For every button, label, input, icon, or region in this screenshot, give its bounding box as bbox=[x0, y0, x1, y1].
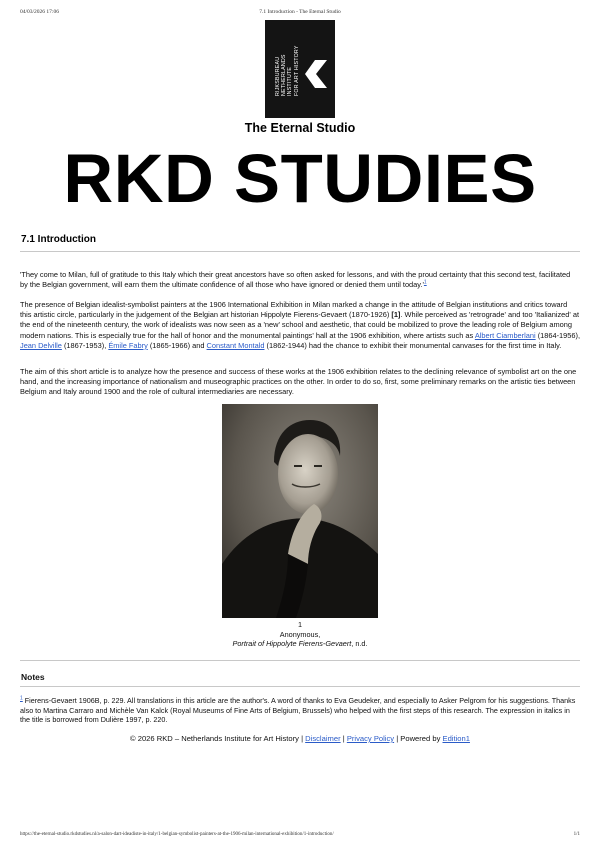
figure-caption bbox=[0, 620, 600, 649]
print-url: https://the-eternal-studio.rkdstudies.nl/a-salon-dart-ideadiste-in-italy/1-belgian-symbolist-painters-at-the-1906-milan-international-exhibition/1-introduction/ bbox=[20, 832, 334, 837]
rkd-logo[interactable] bbox=[265, 20, 335, 118]
artist-link-fabry[interactable]: Émile Fabry bbox=[108, 340, 148, 350]
divider bbox=[20, 660, 580, 661]
page-title: 7.1 Introduction bbox=[21, 234, 96, 245]
portrait-photo bbox=[222, 404, 378, 618]
figure-author: Anonymous, bbox=[279, 629, 321, 639]
print-title: 7.1 Introduction - The Eternal Studio bbox=[259, 9, 341, 15]
artist-link-ciamberlani[interactable]: Albert Ciamberlani bbox=[474, 330, 536, 340]
print-date: 04/03/2026 17:06 bbox=[20, 9, 59, 15]
site-name[interactable]: The Eternal Studio bbox=[244, 121, 356, 135]
portrait-image[interactable] bbox=[222, 404, 378, 618]
divider bbox=[20, 251, 580, 252]
site-footer: © 2026 RKD – Netherlands Institute for Art History | Disclaimer | Privacy Policy | Powered by Edition1 bbox=[130, 734, 470, 743]
notes-heading: Notes bbox=[21, 672, 45, 682]
figure-title: Portrait of Hippolyte Fierens-Gevaert bbox=[232, 639, 352, 649]
intro-quote-paragraph: 'They come to Milan, full of gratitude to this Italy which their great ancestors have so often asked for lessons, and with the proud certainty that this second test, facilitated by the Belgian government, will earn them the ultimate confidence of all those who have ignored or denied them until today.'$^1$ bbox=[20, 270, 571, 290]
disclaimer-link[interactable]: Disclaimer bbox=[305, 734, 341, 743]
footnote-backlink[interactable]: 1 bbox=[20, 695, 23, 702]
masthead-title: RKD STUDIES bbox=[63, 140, 537, 217]
artist-link-delville[interactable]: Jean Delville bbox=[20, 340, 62, 350]
figure-number: 1 bbox=[297, 620, 303, 629]
figure-date: , n.d. bbox=[351, 639, 368, 649]
artist-link-montald[interactable]: Constant Montald bbox=[206, 340, 265, 350]
body-paragraph-1: The presence of Belgian idealist-symbolist painters at the 1906 International Exhibition in Milan marked a change in the attitude of Belgian institutions and critics toward this artistic circle, particularly in the judgement of the Belgian art historian Hippolyte Fierens-Gevaert (1870-1926) [1]. While perceived as 'retrograde' and too 'Italianized' at the end of the nineteenth century, the work of idealists was now seen as a 'new' school and aesthetic, that could be mobilized to prove the leading role of Belgium among modern nations. This is especially true for the hall of honor and the monumental paintings' hall at the 1906 exhibition, where artists such as Albert Ciamberlani (1864-1956), Jean Delville (1867-1953), Émile Fabry (1865-1966) and Constant Montald (1862-1944) had the chance to exhibit their monumental canvases for the first time in Italy. bbox=[20, 300, 581, 350]
edition1-link[interactable]: Edition1 bbox=[442, 734, 470, 743]
divider bbox=[20, 686, 580, 687]
logo-text: RIJKSBUREAU NETHERLANDS INSTITUTE FOR ART HISTORY bbox=[275, 45, 300, 96]
print-header bbox=[20, 9, 580, 19]
chevron-left-icon bbox=[305, 60, 327, 88]
footnote-item: $^1$ Fierens-Gevaert 1906B, p. 229. All translations in this article are the author's. A word of thanks to Eva Geudeker, and especially to Asker Pelgrom for his suggestions. Thanks also to Martina Carraro and Michèle Van Kalck (Royal Museums of Fine Arts of Belgium, Brussels) who helped with the first steps of this research. The expression in italics in the title is borrowed from Dulière 1997, p. 220. bbox=[20, 695, 576, 725]
footnote-ref[interactable]: [1] bbox=[391, 310, 401, 320]
privacy-policy-link[interactable]: Privacy Policy bbox=[346, 734, 395, 743]
footnote-ref-link[interactable]: 1 bbox=[423, 279, 427, 286]
print-page-number: 1/1 bbox=[573, 832, 580, 837]
body-paragraph-2: The aim of this short article is to analyze how the presence and success of these works at the 1906 exhibition relates to the declining relevance of symbolist art on the one hand, and the increasing importance of nationalism and museographic practices on the other. In order to do so, first, some preliminary remarks on the artistic ties between Belgium and Italy around 1900 and the role of cultural intermediaries are necessary. bbox=[20, 367, 577, 397]
